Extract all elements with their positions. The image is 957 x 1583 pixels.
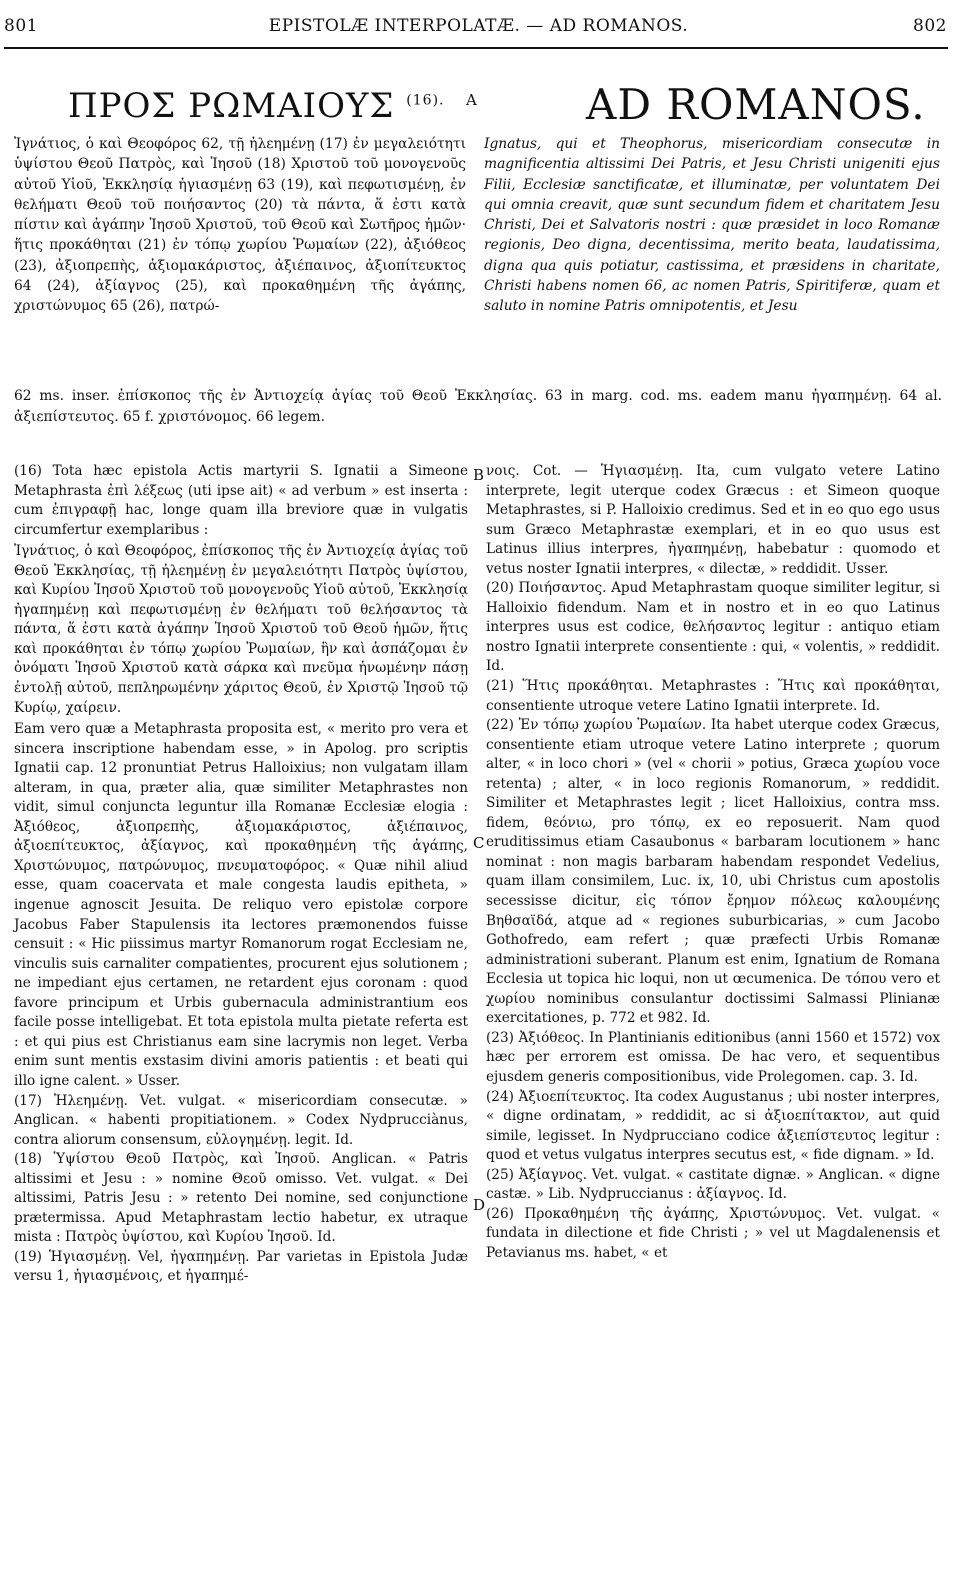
title-greek-ref: (16). — [406, 92, 445, 109]
greek-text-column — [14, 134, 466, 317]
header-rule — [4, 47, 948, 49]
note-19: (19) Ἡγιασμένῃ. Vel, ἠγαπημένῃ. Par varietas in Epistola Judæ versu 1, ἡγιασμένοις, et ἠγαπημέ- — [14, 1248, 468, 1285]
note-18: (18) Ὑψίστου Θεοῦ Πατρὸς, καὶ Ἰησοῦ. Anglican. « Patris altissimi et Jesu : » nomine Θεοῦ omisso. Vet. vulgat. « Dei altissimi, Patris Jesu : » retento Dei nomine, sed conjunctione prætermissa. Apud Metaphrastam lectio habetur, ex utraque mista : Πατρὸς ὑψίστου, καὶ Κυρίου Ἰησοῦ. Id. — [14, 1151, 468, 1246]
page-number-right: 802 — [913, 16, 947, 36]
note-23: (23) Ἀξιόθεος. In Plantinianis editionibus (anni 1560 et 1572) vox hæc per errorem est omissa. De hac vero, et sequentibus ejusdem generis compositionibus, vide Prolegomen. cap. 3. Id. — [486, 1029, 940, 1085]
margin-letter-d: D — [473, 1196, 486, 1214]
note-24: (24) Ἀξιοεπίτευκτος. Ita codex Augustanus ; ubi noster interpres, « digne ordinatam, » reddidit, ac si ἀξιοεπίτακτον, aut quid simile, legisset. In Nydprucciano codice ἀξιεπίστευτος legitur : quod et vetus vulgatus interpres secutus est, « fide dignam. » Id. — [486, 1088, 940, 1164]
note-16: (16) Tota hæc epistola Actis martyrii S. Ignatii a Simeone Metaphrasta ἐπὶ λέξεως (uti ipse ait) « ad verbum » est inserta : cum ἐπιγραφῇ hac, longe quam illa breviore quæ in vulgatis circumfertur exemplaribus : — [14, 463, 468, 538]
title-greek: ΠΡΟΣ ΡΩΜΑΙΟΥΣ $^{(16).}$ — [68, 86, 445, 126]
note-22: (22) Ἐν τόπῳ χωρίου Ῥωμαίων. Ita habet uterque codex Græcus, consentiente etiam utroque vetere Latino interprete ; quorum alter, « in loco chori » (vel « chorii » potius, Græca χωρίου voce retenta) ; alter, « in loco regionis Romanorum, » reddidit. Similiter et Metaphrastes legit ; licet Halloixius, contra mss. fidem, θεόνιω, pro τόπῳ, ex eo reposuerit. Nam quod eruditissimus etiam Casaubonus « barbaram locutionem » hanc nominat : non magis barbaram habendam respondet Vedelius, quam illam consimilem, Luc. ix, 10, ubi Christus cum apostolis secessisse dicitur, εἰς τόπον ἔρημον πόλεως καλουμένης Βηθσαϊδά, atque ad « regiones suburbicarias, » cum Jacobo Gothofredo, eam refert ; quæ præfecti Urbis Romanæ administrationi suberant. Planum est enim, Ignatium de Romana Ecclesia ut topica hic loqui, non ut œcumenica. De τόπου vero et χωρίου nominibus consulantur doctissimi Salmassi Plinianæ exercitationes, p. 772 et 982. Id. — [486, 717, 940, 1027]
running-header — [0, 16, 957, 44]
column-marker-a: A — [466, 91, 477, 109]
title-latin: AD ROMANOS. — [586, 80, 926, 129]
margin-letter-b: B — [473, 466, 485, 484]
textual-footnotes — [14, 386, 942, 428]
margin-letter-c: C — [473, 834, 485, 852]
note-16-greek-quote: Ἰγνάτιος, ὁ καὶ Θεοφόρος, ἐπίσκοπος τῆς ἐν Ἀντιοχείᾳ ἁγίας τοῦ Θεοῦ Ἐκκλησίας, τῇ ἠλεημένῃ ἐν μεγαλειότητι Πατρὸς ὑψίστου, καὶ Κυρίου Ἰησοῦ Χριστοῦ τοῦ μονογενοῦς Υἱοῦ αὐτοῦ, Ἐκκλησίᾳ ἠγαπημένῃ καὶ πεφωτισμένῃ ἐν θελήματι τοῦ θελήσαντος τὰ πάντα, ἅ ἐστι κατὰ ἀγάπην Ἰησοῦ Χριστοῦ τοῦ Θεοῦ ἡμῶν, ἥτις καὶ προκάθηται ἐν τόπῳ χωρίου Ῥωμαίων, ἣν καὶ ἀσπάζομαι ἐν ὀνόματι Ἰησοῦ Χριστοῦ κατὰ σάρκα καὶ πνεῦμα ἡνωμένην πάσῃ ἐντολῇ αὐτοῦ, πεπληρωμένην χάριτος Θεοῦ, ἐν Χριστῷ Ἰησοῦ τῷ Κυρίῳ, χαίρειν. — [14, 543, 468, 716]
running-title: EPISTOLÆ INTERPOLATÆ. — AD ROMANOS. — [268, 16, 689, 36]
notes-left-column — [14, 462, 468, 1287]
note-16-continued: Eam vero quæ a Metaphrasta proposita est, « merito pro vera et sincera inscriptione habendam esse, » in Apolog. pro scriptis Ignatii cap. 12 pronuntiat Petrus Halloixius; non vulgatam illam alteram, in qua, præter alia, quæ similiter Metaphrastes non vidit, simul conjuncta leguntur illa Romanæ Ecclesiæ elogia : Ἀξιόθεος, ἀξιοπρεπὴς, ἀξιομακάριστος, ἀξιέπαινος, ἀξιοεπίτευκτος, ἀξίαγνος, καὶ προκαθημένη τῆς ἀγάπης, Χριστώνυμος, πατρώνυμος, πνευματοφόρος. « Quæ nihil aliud esse, quam coacervata et male congesta laudis epitheta, » ingenue agnoscit Jesuita. De reliquo vero epistolæ corpore Jacobus Faber Stapulensis ita lectores præmonendos fuisse censuit : « Hic piissimus martyr Romanorum rogat Ecclesiam ne, vinculis suis carnaliter compatientes, procurent ejus solutionem ; ne impediant ejus certamen, ne retardent ejus coronam : quod favore principum et Urbis gubernacula administrantium eos facile posse intelligebat. Et tota epistola multa pietate referta est : et qui pius est Christianus eam sine lacrymis non leget. Verba enim sunt mentis exstasim divini amoris patientis : et beati qui illo igne calent. » Usser. — [14, 721, 468, 1089]
latin-text: Ignatus, qui et Theophorus, misericordiam consecutæ in magnificentia altissimi Dei Patris, et Jesu Christi unigeniti ejus Filii, Ecclesiæ sanctificatæ, et illuminatæ, per voluntatem Dei qui omnia creavit, quæ sunt secundum fidem et charitatem Jesu Christi, Dei et Salvatoris nostri : quæ præsidet in loco Romanæ regionis, Deo digna, decentissima, merito beata, laudatissima, digna qua quis potiatur, castissima, et præsidens in charitate, Christi habens nomen 66, ac nomen Patris, Spiritiferæ, quam et saluto in nomine Patris omnipotentis, et Jesu — [484, 136, 940, 315]
note-21: (21) Ἥτις προκάθηται. Metaphrastes : Ἥτις καὶ προκάθηται, consentiente utroque vetere Latino Ignatii interprete. Id. — [486, 678, 940, 714]
latin-text-column — [484, 134, 940, 317]
note-20: (20) Ποιήσαντος. Apud Metaphrastam quoque similiter legitur, si Halloixio fidendum. Nam et in nostro et in eo quo Latinus interpres usus est codice, θελήσαντος legitur : antiquo etiam nostro Ignatii interprete consentiente : qui, « volentis, » reddidit. Id. — [486, 580, 940, 675]
greek-text: Ἰγνάτιος, ὁ καὶ Θεοφόρος 62, τῇ ἠλεημένῃ (17) ἐν μεγαλειότητι ὑψίστου Θεοῦ Πατρὸς, καὶ Ἰησοῦ (18) Χριστοῦ τοῦ μονογενοῦς αὐτοῦ Υἱοῦ, Ἐκκλησίᾳ ἡγιασμένῃ 63 (19), καὶ πεφωτισμένῃ, ἐν θελήματι Θεοῦ τοῦ ποιήσαντος (20) τὰ πάντα, ἅ ἐστι κατὰ πίστιν καὶ ἀγάπην Ἰησοῦ Χριστοῦ, τοῦ Θεοῦ καὶ Σωτῆρος ἡμῶν· ἥτις προκάθηται (21) ἐν τόπῳ χωρίου Ῥωμαίων (22), ἀξιόθεος (23), ἀξιοπρεπὴς, ἀξιομακάριστος, ἀξιέπαινος, ἀξιοπίτευκτος 64 (24), ἀξίαγνος (25), καὶ προκαθημένη τῆς ἀγάπης, χριστώνυμος 65 (26), πατρώ- — [14, 136, 466, 315]
note-26: (26) Προκαθημένη τῆς ἀγάπης, Χριστώνυμος. Vet. vulgat. « fundata in dilectione et fide Christi ; » vel ut Magdalenensis et Petavianus ms. habet, « et — [486, 1205, 940, 1261]
note-19-continued: νοις. Cot. — Ἡγιασμένῃ. Ita, cum vulgato vetere Latino interprete, legit uterque codex Græcus : et Simeon quoque Metaphrastes, si P. Halloixio credimus. Sed et in eo quo ego usus sum Græco Metaphrastæ exemplari, et in eo quo usus est Latinus illius interpres, ἠγαπημένῃ, habebatur : quomodo et vetus noster Ignatii interpres, « dilectæ, » reddidit. Usser. — [486, 463, 940, 577]
footnotes-text: 62 ms. inser. ἐπίσκοπος τῆς ἐν Ἀντιοχείᾳ ἁγίας τοῦ Θεοῦ Ἐκκλησίας. 63 in marg. cod. ms. eadem manu ἠγαπημένῃ. 64 al. ἀξιεπίστευτος. 65 f. χριστόνομος. 66 legem. — [14, 388, 942, 425]
notes-right-column — [486, 462, 940, 1263]
note-25: (25) Ἀξίαγνος. Vet. vulgat. « castitate dignæ. » Anglican. « digne castæ. » Lib. Nydpruccianus : ἀξίαγνος. Id. — [486, 1166, 940, 1203]
page-number-left: 801 — [4, 16, 38, 36]
note-17: (17) Ἠλεημένῃ. Vet. vulgat. « misericordiam consecutæ. » Anglican. « habenti propitiationem. » Codex Nydprucciànus, contra aliorum consensum, εὐλογημένῃ. legit. Id. — [14, 1092, 468, 1148]
